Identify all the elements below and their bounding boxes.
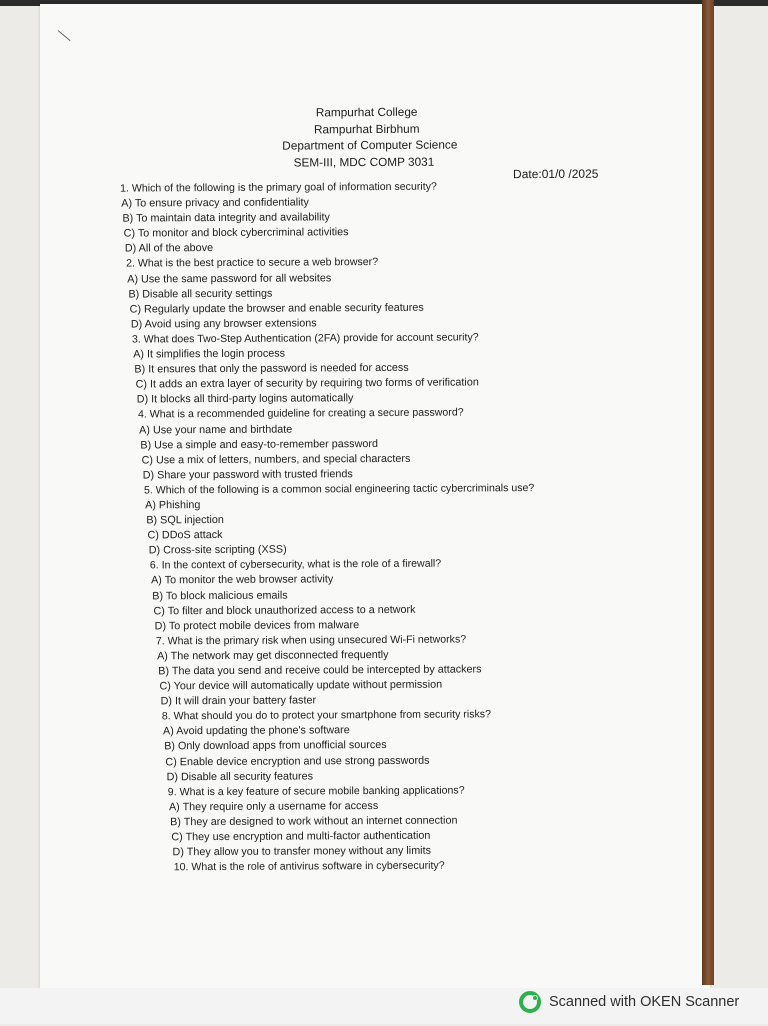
answer-option: B) Disable all security settings [128, 287, 273, 301]
question-text: 9. What is a key feature of secure mobile banking applications? [167, 784, 465, 799]
question-item [124, 782, 594, 860]
answer-option: D) Cross-site scripting (XSS) [148, 543, 287, 557]
question-item [123, 707, 593, 785]
scanner-watermark [519, 991, 739, 1013]
oken-scanner-logo-icon [519, 991, 541, 1013]
exam-date: Date:01/0 /2025 [512, 166, 599, 182]
answer-option: D) Share your password with trusted friends [142, 467, 353, 482]
answer-option: A) To ensure privacy and confidentiality [121, 196, 309, 210]
question-text: 3. What does Two-Step Authentication (2FA) provide for account security? [131, 331, 479, 346]
question-text: 7. What is the primary risk when using unsecured Wi-Fi networks? [155, 633, 467, 648]
answer-option: A) To monitor the web browser activity [151, 573, 334, 587]
answer-option: D) It blocks all third-party logins automatically [136, 392, 354, 406]
answer-option: D) All of the above [124, 242, 214, 255]
question-list [120, 179, 594, 876]
answer-option: A) They require only a username for access [168, 799, 379, 814]
answer-option: A) Use the same password for all websites [127, 271, 332, 286]
scanner-label: Scanned with OKEN Scanner [549, 994, 740, 1010]
answer-option: C) It adds an extra layer of security by requiring two forms of verification [135, 376, 479, 391]
answer-option: B) To maintain data integrity and availability [122, 211, 330, 225]
answer-option: D) It will drain your battery faster [160, 694, 317, 708]
question-text: 5. Which of the following is a common social engineering tactic cybercriminals use? [143, 481, 535, 497]
answer-option: C) Regularly update the browser and enable security features [129, 301, 424, 316]
answer-option: D) Disable all security features [166, 770, 314, 783]
answer-option: C) Your device will automatically update without permission [159, 678, 443, 693]
question-item [124, 858, 594, 876]
question-item [123, 632, 593, 710]
question-text: 1. Which of the following is the primary goal of information security? [120, 180, 437, 195]
answer-option: A) The network may get disconnected frequently [157, 648, 389, 663]
answer-option: B) Only download apps from unofficial sources [164, 739, 387, 753]
answer-option: C) They use encryption and multi-factor authentication [171, 829, 431, 844]
question-text: 2. What is the best practice to secure a web browser? [126, 256, 379, 271]
question-item [122, 481, 592, 559]
answer-option: A) Use your name and birthdate [139, 423, 293, 436]
answer-option: B) To block malicious emails [152, 589, 288, 602]
question-item [120, 179, 590, 257]
question-item [121, 330, 591, 408]
answer-option: C) To filter and block unauthorized access to a network [153, 603, 416, 618]
answer-option: B) SQL injection [146, 514, 224, 527]
question-item [122, 556, 592, 634]
answer-option: A) Phishing [145, 499, 201, 512]
answer-option: B) It ensures that only the password is needed for access [134, 361, 409, 376]
answer-option: D) To protect mobile devices from malware [154, 618, 360, 633]
answer-option: B) The data you send and receive could be intercepted by attackers [158, 663, 482, 678]
question-text: 10. What is the role of antivirus software in cybersecurity? [173, 859, 445, 874]
answer-option: B) They are designed to work without an internet connection [170, 814, 458, 829]
question-item [121, 405, 591, 483]
college-location: Rampurhat Birbhum [313, 121, 420, 136]
question-text: 6. In the context of cybersecurity, what is the role of a firewall? [149, 557, 442, 572]
answer-option: C) Use a mix of letters, numbers, and special characters [141, 452, 411, 467]
course-code: SEM-III, MDC COMP 3031 [293, 154, 435, 170]
document-header [0, 102, 766, 173]
answer-option: D) They allow you to transfer money without any limits [172, 844, 432, 859]
question-item [121, 254, 591, 332]
answer-option: A) It simplifies the login process [133, 347, 286, 361]
answer-option: C) To monitor and block cybercriminal activities [123, 226, 349, 240]
answer-option: C) DDoS attack [147, 529, 223, 542]
question-text: 4. What is a recommended guideline for creating a secure password? [137, 406, 464, 421]
question-text: 8. What should you do to protect your smartphone from security risks? [161, 708, 492, 723]
answer-option: D) Avoid using any browser extensions [130, 317, 317, 331]
department-name: Department of Computer Science [282, 137, 458, 153]
college-name: Rampurhat College [315, 104, 418, 120]
answer-option: C) Enable device encryption and use strong passwords [165, 754, 430, 768]
answer-option: B) Use a simple and easy-to-remember password [140, 437, 379, 452]
answer-option: A) Avoid updating the phone's software [162, 724, 350, 738]
